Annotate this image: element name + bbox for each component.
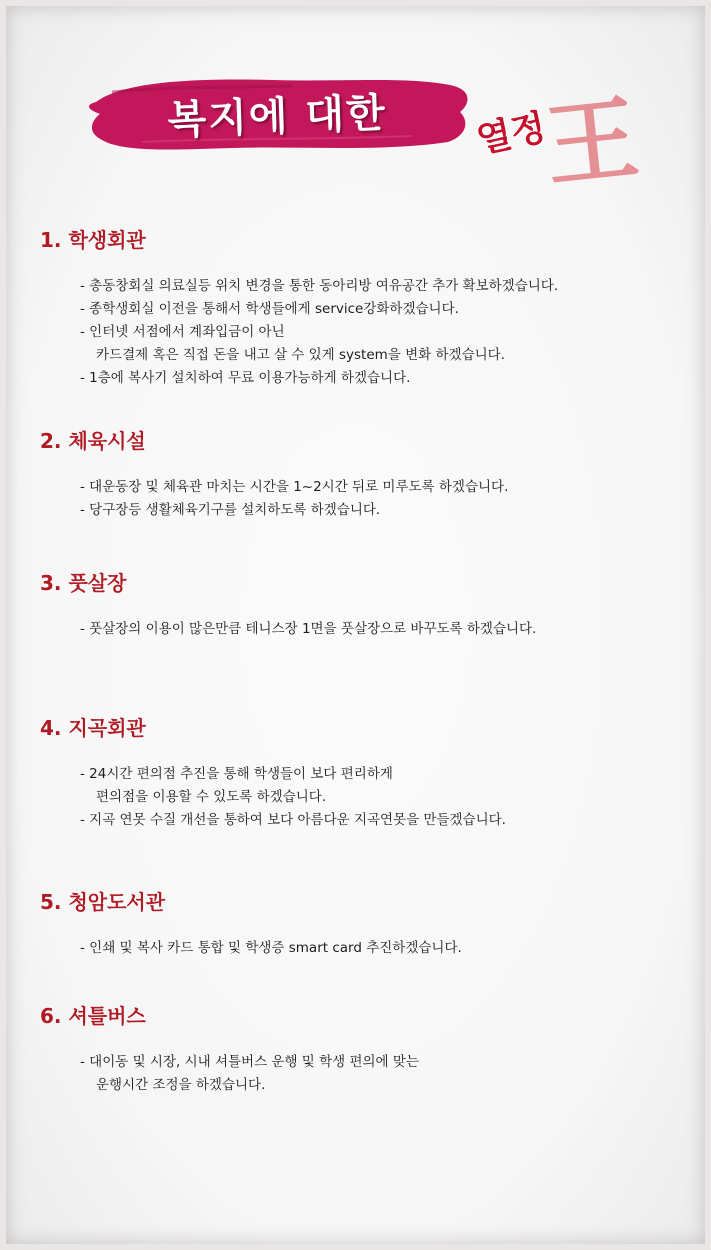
item-line: - 총동창회실 의료실등 위치 변경을 통한 동아리방 여유공간 추가 확보하겠습니다. xyxy=(80,278,559,294)
section-title: 2. 체육시설 xyxy=(40,429,146,453)
list-item xyxy=(80,499,508,522)
section-title: 1. 학생회관 xyxy=(40,228,146,252)
list-item xyxy=(80,1051,419,1097)
list-item xyxy=(80,476,508,499)
list-item xyxy=(80,618,536,641)
title-banner xyxy=(82,72,472,154)
item-line: - 풋살장의 이용이 많은만큼 테니스장 1면을 풋살장으로 바꾸도록 하겠습니다. xyxy=(80,621,537,637)
banner-title: 복지에 대한 xyxy=(166,89,388,144)
section-title: 5. 청암도서관 xyxy=(40,890,166,914)
section-futsal-court xyxy=(40,567,536,641)
item-line: - 24시간 편의점 추진을 통해 학생들이 보다 편리하게 xyxy=(80,766,393,782)
list-item xyxy=(80,763,506,809)
item-line: - 당구장등 생활체육기구를 설치하도록 하겠습니다. xyxy=(80,502,381,518)
item-line: - 인쇄 및 복사 카드 통합 및 학생증 smart card 추진하겠습니다. xyxy=(80,940,462,956)
item-line: - 인터넷 서점에서 계좌입금이 아닌 xyxy=(80,324,285,340)
list-item xyxy=(80,298,558,321)
item-line-continued: 카드결제 혹은 직접 돈을 내고 살 수 있게 system을 변화 하겠습니다. xyxy=(96,347,505,363)
item-line-continued: 편의점을 이용할 수 있도록 하겠습니다. xyxy=(96,789,327,805)
item-line: - 종학생회실 이전을 통해서 학생들에게 service강화하겠습니다. xyxy=(80,301,459,317)
section-title: 3. 풋살장 xyxy=(40,571,127,595)
list-item xyxy=(80,321,558,367)
section-sports-facilities xyxy=(40,425,508,522)
section-student-hall xyxy=(40,224,558,390)
section-jigok-hall xyxy=(40,712,506,832)
list-item xyxy=(80,809,506,832)
item-line: - 지곡 연못 수질 개선을 통하여 보다 아름다운 지곡연못을 만들겠습니다. xyxy=(80,812,506,828)
section-library xyxy=(40,886,462,960)
list-item xyxy=(80,937,462,960)
section-title: 4. 지곡회관 xyxy=(40,716,146,740)
item-line: - 대운동장 및 체육관 마치는 시간을 1~2시간 뒤로 미루도록 하겠습니다. xyxy=(80,479,509,495)
item-line-continued: 운행시간 조정을 하겠습니다. xyxy=(96,1077,266,1093)
stamp-king-character: 王 xyxy=(540,83,644,201)
section-shuttle-bus xyxy=(40,1000,419,1097)
item-line: - 대이동 및 시장, 시내 셔틀버스 운행 및 학생 편의에 맞는 xyxy=(80,1054,419,1070)
item-line: - 1층에 복사기 설치하여 무료 이용가능하게 하겠습니다. xyxy=(80,370,411,386)
list-item xyxy=(80,275,558,298)
stamp-passion-text: 열정 xyxy=(473,107,550,162)
passion-stamp xyxy=(473,83,652,201)
list-item xyxy=(80,367,558,390)
section-title: 6. 셔틀버스 xyxy=(40,1004,146,1028)
